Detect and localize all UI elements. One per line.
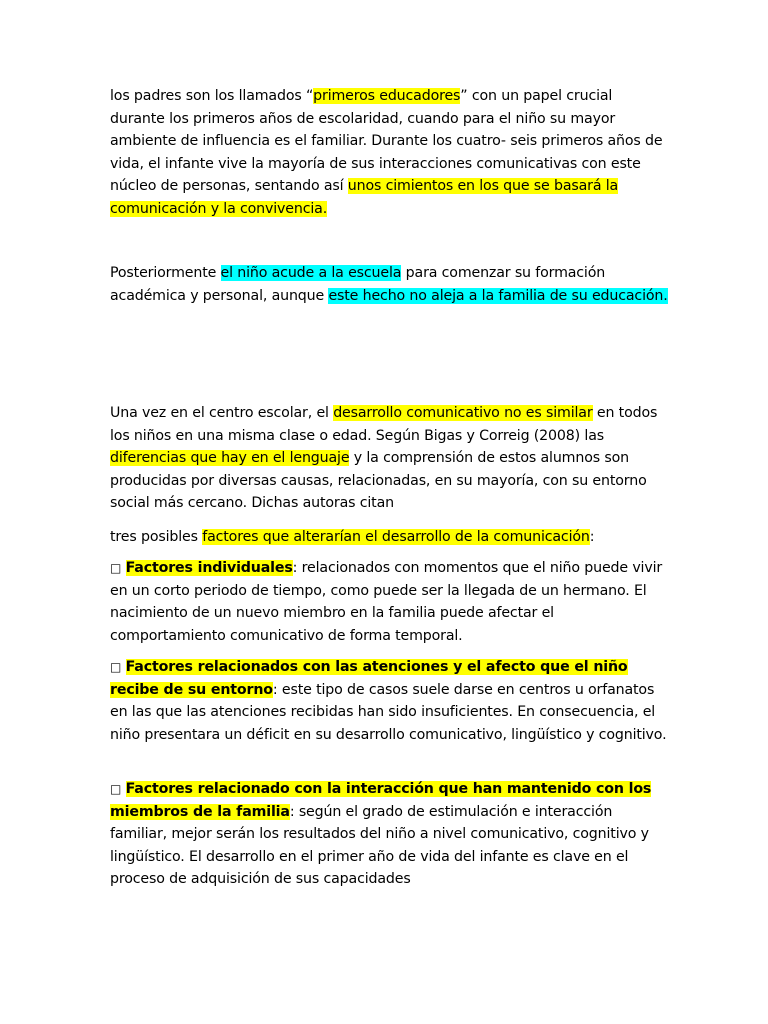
bullet-text: : relacionados con momentos que el niño puede vivir en un corto periodo de tiempo, como puede ser la llegada de un hermano. El nacimiento de un nuevo miembro en la familia puede afectar el comportamiento comunicativo de forma temporal. [110,560,663,644]
text-run: ” con un papel crucial durante los primeros años de escolaridad, cuando para el niño su mayor ambiente de influencia es el familiar. Durante los cuatro- seis primeros años de vida, el infante vive la mayoría de sus interacciones comunicativas con este núcleo de personas, sentando así [110,88,663,194]
bullet-title: Factores relacionado con la interacción que han mantenido con los miembros de la familia [110,781,652,820]
paragraph-escuela [110,262,670,307]
bullet-box-icon: □ [110,660,122,674]
bullet-title: Factores individuales [125,560,293,576]
highlight-factores-alteran: factores que alterarían el desarrollo de la comunicación [202,529,590,545]
highlight-cimientos: unos cimientos en los que se basará la comunicación y la convivencia. [110,178,619,217]
bullet-factores-atenciones [110,656,670,746]
text-run: y la comprensión de estos alumnos son producidas por diversas causas, relacionadas, en su mayoría, con su entorno social más cercano. Dichas autoras citan [110,450,647,511]
highlight-nino-escuela: el niño acude a la escuela [220,265,402,281]
text-run: Una vez en el centro escolar, el [110,405,334,421]
paragraph-primeros-educadores [110,85,670,220]
highlight-diferencias-lenguaje: diferencias que hay en el lenguaje [110,450,350,466]
text-run: en todos los niños en una misma clase o edad. Según Bigas y Correig (2008) las [110,405,658,444]
highlight-desarrollo-comunicativo: desarrollo comunicativo no es similar [333,405,593,421]
bullet-text: : según el grado de estimulación e interacción familiar, mejor serán los resultados del niño a nivel comunicativo, cognitivo y lingüístico. El desarrollo en el primer año de vida del infante es clave en el proceso de adquisición de sus capacidades [110,803,649,887]
text-run: tres posibles [110,529,203,545]
text-run: para comenzar su formación académica y personal, aunque [110,265,606,304]
bullet-title: Factores relacionados con las atenciones y el afecto que el niño recibe de su entorno [110,659,628,698]
highlight-familia-educacion: este hecho no aleja a la familia de su educación. [328,287,668,304]
text-run: los padres son los llamados “ [110,88,314,104]
bullet-factores-individuales [110,557,670,647]
bullet-box-icon: □ [110,782,122,796]
highlight-primeros-educadores: primeros educadores [313,88,461,104]
text-run: Posteriormente [110,265,221,281]
paragraph-centro-escolar [110,402,670,515]
paragraph-tres-factores [110,526,670,549]
text-run: : [589,529,595,545]
bullet-box-icon: □ [110,561,122,575]
bullet-factores-interaccion [110,778,670,891]
bullet-text: : este tipo de casos suele darse en centros u orfanatos en las que las atenciones recibidas han sido insuficientes. En consecuencia, el niño presentara un déficit en su desarrollo comunicativo, lingüístico y cognitivo. [110,681,667,743]
